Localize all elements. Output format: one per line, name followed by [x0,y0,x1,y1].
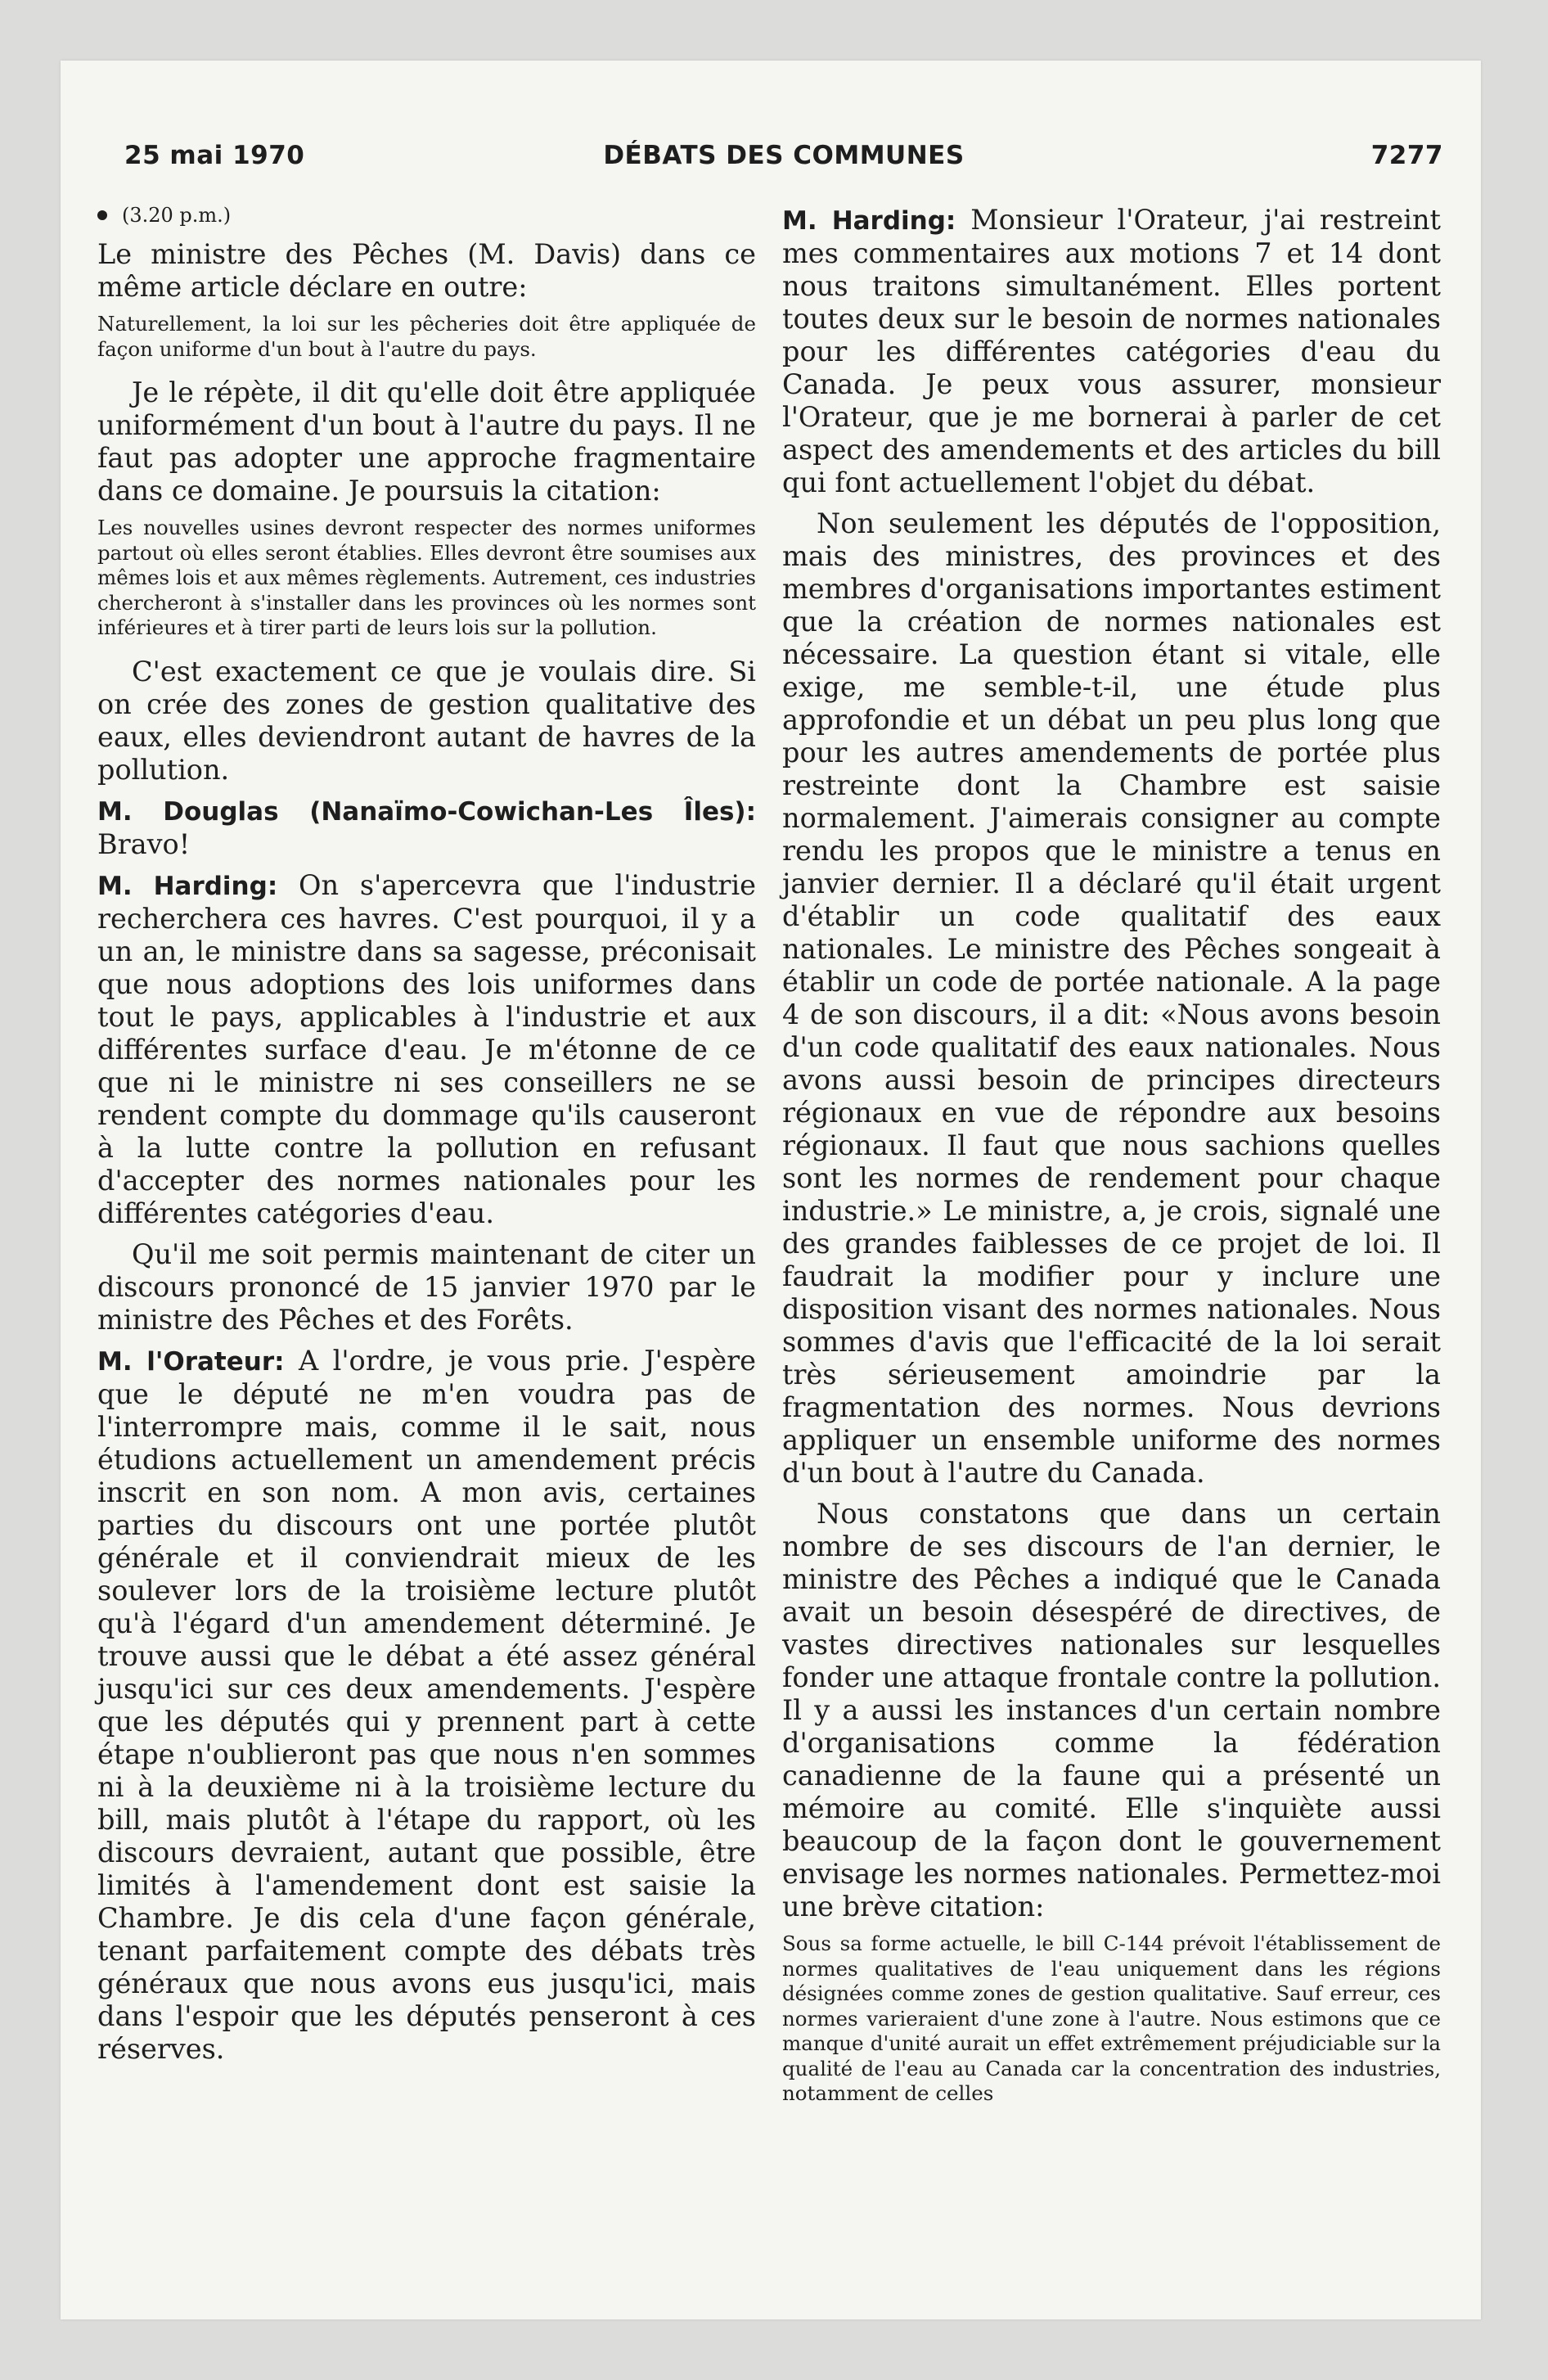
quotation: Naturellement, la loi sur les pêcheries doit être appliquée de façon uniforme d'un bout à l'autre du pays. [97,312,756,361]
page-number: 7277 [1370,141,1443,170]
speech [97,795,756,861]
timestamp [97,204,756,227]
header-title: DÉBATS DES COMMUNES [603,141,965,170]
speaker-name: M. Harding: [97,871,278,901]
paragraph: Je le répète, il dit qu'elle doit être appliquée uniformément d'un bout à l'autre du pays. Il ne faut pas adopter une approche fragmentaire dans ce domaine. Je poursuis la citation: [97,376,756,507]
speech [97,1345,756,2066]
quotation: Sous sa forme actuelle, le bill C-144 prévoit l'établissement de normes qualitatives de l'eau uniquement dans les régions désignées comme zones de gestion qualitative. Sauf erreur, ces normes varieraient d'une zone à l'autre. Nous estimons que ce manque d'unité aurait un effet extrêmement préjudiciable sur la qualité de l'eau au Canada car la concentration des industries, notamment de celles [782,1931,1441,2105]
header-date: 25 mai 1970 [124,141,305,170]
speaker-name: M. Douglas (Nanaïmo-Cowichan-Les Îles): [97,796,756,827]
speech [782,204,1441,499]
paragraph: Non seulement les députés de l'opposition, mais des ministres, des provinces et des membres d'organisations importantes estiment que la création de normes nationales est nécessaire. La question étant si vitale, elle exige, me semble-t-il, une étude plus approfondie et un débat un peu plus long que pour les autres amendements de portée plus restreinte dont la Chambre est saisie normalement. J'aimerais consigner au compte rendu les propos que le ministre a tenus en janvier dernier. Il a déclaré qu'il était urgent d'établir un code qualitatif des eaux nationales. Le ministre des Pêches songeait à établir un code de portée nationale. A la page 4 de son discours, il a dit: «Nous avons besoin d'un code qualitatif des eaux nationales. Nous avons aussi besoin de principes directeurs régionaux en vue de répondre aux besoins régionaux. Il faut que nous sachions quelles sont les normes de rendement pour chaque industrie.» Le ministre, a, je crois, signalé une des grandes faiblesses de ce projet de loi. Il faudrait la modifier pour y inclure une disposition visant des normes nationales. Nous sommes d'avis que l'efficacité de la loi serait très sérieusement amoindrie par la fragmentation des normes. Nous devrions appliquer un ensemble uniforme des normes d'un bout à l'autre du Canada. [782,507,1441,1489]
bullet-icon [97,210,107,220]
speech-text: Bravo! [97,827,191,860]
paragraph: Le ministre des Pêches (M. Davis) dans ce même article déclare en outre: [97,238,756,303]
paragraph: Qu'il me soit permis maintenant de citer un discours prononcé de 15 janvier 1970 par le ministre des Pêches et des Forêts. [97,1237,756,1336]
speech-text: Monsieur l'Orateur, j'ai restreint mes commentaires aux motions 7 et 14 dont nous traitons simultanément. Elles portent toutes deux sur le besoin de normes nationales pour les différentes catégories d'eau du Canada. Je peux vous assurer, monsieur l'Orateur, que je me bornerai à parler de cet aspect des amendements et des articles du bill qui font actuellement l'objet du débat. [782,204,1441,498]
paragraph: C'est exactement ce que je voulais dire. Si on crée des zones de gestion qualitative des eaux, elles deviendront autant de havres de la pollution. [97,655,756,786]
speaker-name: M. l'Orateur: [97,1346,285,1377]
left-column [97,204,756,2074]
speech-text: On s'apercevra que l'industrie recherchera ces havres. C'est pourquoi, il y a un an, le ministre dans sa sagesse, préconisait que nous adoptions des lois uniformes dans tout le pays, applicables à l'industrie et aux différentes surface d'eau. Je m'étonne de ce que ni le ministre ni ses conseillers ne se rendent compte du dommage qu'ils causeront à la lutte contre la pollution en refusant d'accepter des normes nationales pour les différentes catégories d'eau. [97,868,756,1229]
speech [97,869,756,1230]
speech-text: A l'ordre, je vous prie. J'espère que le député ne m'en voudra pas de l'interrompre mais, comme il le sait, nous étudions actuellement un amendement précis inscrit en son nom. A mon avis, certaines parties du discours ont une portée plutôt générale et il conviendrait mieux de les soulever lors de la troisième lecture plutôt qu'à l'égard d'un amendement déterminé. Je trouve aussi que le débat a été assez général jusqu'ici sur ces deux amendements. J'espère que les députés qui y prennent part à cette étape n'oublieront pas que nous n'en sommes ni à la deuxième ni à la troisième lecture du bill, mais plutôt à l'étape du rapport, où les discours devraient, autant que possible, être limités à l'amendement dont est saisie la Chambre. Je dis cela d'une façon générale, tenant parfaitement compte des débats très généraux que nous avons eus jusqu'ici, mais dans l'espoir que les députés penseront à ces réserves. [97,1344,756,2065]
quotation: Les nouvelles usines devront respecter des normes uniformes partout où elles seront établies. Elles devront être soumises aux mêmes lois et aux mêmes règlements. Autrement, ces industries chercheront à s'installer dans les provinces où les normes sont inférieures et à tirer parti de leurs lois sur la pollution. [97,516,756,639]
paragraph: Nous constatons que dans un certain nombre de ses discours de l'an dernier, le ministre des Pêches a indiqué que le Canada avait un besoin désespéré de directives, de vastes directives nationales sur lesquelles fonder une attaque frontale contre la pollution. Il y a aussi les instances d'un certain nombre d'organisations comme la fédération canadienne de la faune qui a présenté un mémoire au comité. Elle s'inquiète aussi beaucoup de la façon dont le gouvernement envisage les normes nationales. Permettez-moi une brève citation: [782,1498,1441,1922]
document-page [61,61,1481,2319]
speaker-name: M. Harding: [782,206,956,236]
timestamp-text: (3.20 p.m.) [122,204,232,227]
right-column [782,204,1441,2121]
page-header [124,141,1443,180]
